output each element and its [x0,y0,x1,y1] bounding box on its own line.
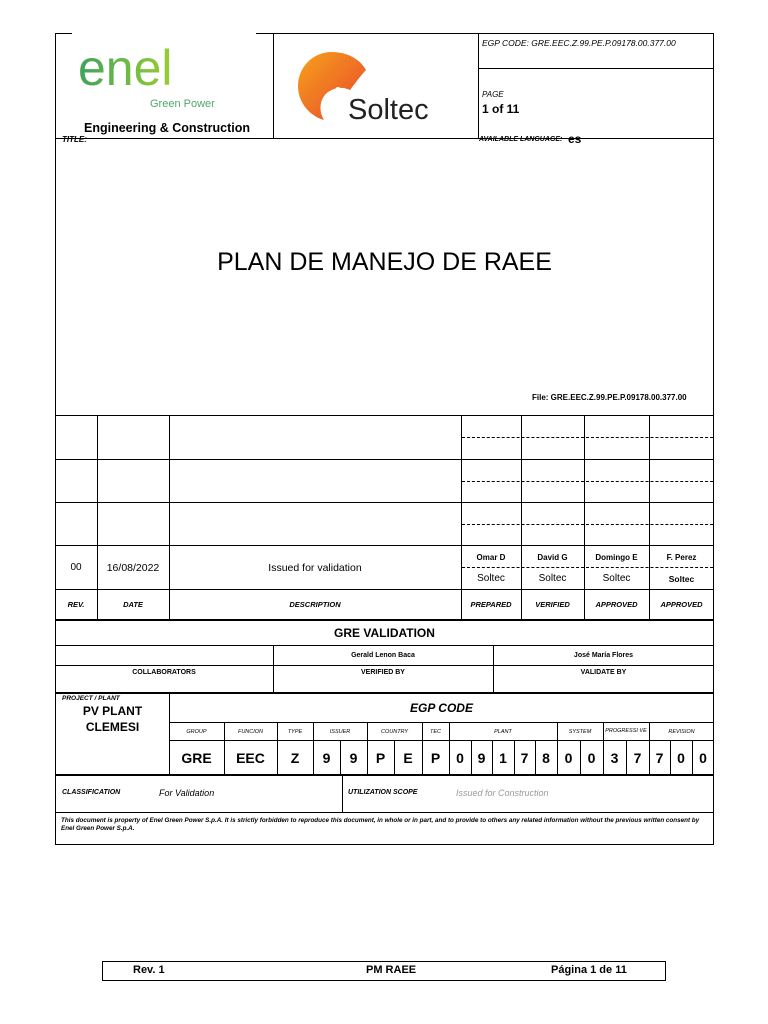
approved-name: Domingo E [595,552,638,562]
code-value: 7 [520,749,529,766]
verified-company: Soltec [538,573,567,584]
code-value: 0 [587,749,596,766]
project-label: PROJECT / PLANT [62,695,120,702]
code-value: EEC [236,749,265,766]
col-label-type: TYPE [287,728,303,735]
soltec-logo [290,44,470,130]
engineering-label: Engineering & Construction [84,121,250,135]
revision-number: 00 [70,562,82,573]
approved-company: Soltec [602,573,631,584]
available-language-value: es [568,132,582,146]
disclaimer-text: This document is property of Enel Green Power S.p.A. It is strictly forbidden to reproduce this document, in whole or in part, and to provide to others any related information without the previous written consent by Enel Green Power S.p.A. [61,817,700,832]
footer-rev: Rev. 1 [133,964,165,976]
footer-page: Página 1 de 11 [551,964,627,976]
approved2-header: APPROVED [660,600,703,609]
validator-name: José María Flores [573,652,634,659]
code-value: 3 [610,749,619,766]
code-value: GRE [181,749,212,766]
footer-doc: PM RAEE [366,964,417,976]
col-label-group: GROUP [186,728,207,735]
svg-text:enel: enel [78,40,173,90]
page-value: 1 of 11 [482,102,520,116]
code-value: 0 [564,749,573,766]
verified-by-label: VERIFIED BY [361,668,405,676]
title-label: TITLE: [62,135,87,144]
egp-code-title: EGP CODE [410,701,473,715]
prepared-name: Omar D [476,552,506,562]
gre-validation-title: GRE VALIDATION [334,626,435,640]
code-value: 8 [542,749,550,766]
soltec-wordmark: Soltec [348,94,429,126]
prepared-company: Soltec [477,573,505,584]
code-value: 9 [322,749,331,766]
code-value: 7 [633,749,642,766]
rev-header: REV. [67,600,85,609]
page-label: PAGE [482,90,504,99]
col-label-funcion: FUNCION [237,728,264,735]
code-value: P [375,749,386,766]
approved-header: APPROVED [595,600,638,609]
prepared-header: PREPARED [470,600,512,609]
code-value: E [403,749,413,766]
col-label-progressive: PROGRESSI VE [605,728,647,734]
code-value: P [430,749,441,766]
approved2-name: F. Perez [666,552,697,562]
validate-by-label: VALIDATE BY [580,668,627,676]
approved2-company: Soltec [668,573,695,584]
revision-description: Issued for validation [268,561,362,574]
project-name-line1: PV PLANT [82,704,143,718]
document-title: PLAN DE MANEJO DE RAEE [217,248,552,276]
verified-header: VERIFIED [535,600,570,609]
utilization-scope-label: UTILIZATION SCOPE [348,789,418,796]
col-label-issuer: ISSUER [329,728,351,735]
verified-name: David G [537,552,568,562]
enel-subtitle: Green Power [150,98,215,110]
date-header: DATE [123,600,143,609]
classification-value: For Validation [159,788,215,798]
col-label-country: COUNTRY [381,728,408,735]
code-value: 9 [477,749,486,766]
description-header: DESCRIPTION [289,600,341,609]
classification-label: CLASSIFICATION [62,789,121,796]
revision-date: 16/08/2022 [106,561,160,574]
col-label-system: SYSTEM [568,728,592,735]
available-language-label: AVAILABLE LANGUAGE: [479,136,563,143]
col-label-plant: PLANT [494,728,512,735]
code-value: Z [290,749,300,766]
code-value: 7 [655,749,664,766]
project-name-line2: CLEMESI [85,720,140,734]
col-label-revision: REVISION [668,728,695,735]
egp-code-label: EGP CODE: GRE.EEC.Z.99.PE.P.09178.00.377.00 [482,38,676,48]
collaborators-label: COLLABORATORS [132,668,196,676]
utilization-scope-value: Issued for Construction [456,788,549,798]
enel-logo-mark [76,40,236,90]
code-value: 0 [456,749,464,766]
code-value: 9 [349,749,358,766]
col-label-tec: TEC [430,728,441,735]
file-reference: File: GRE.EEC.Z.99.PE.P.09178.00.377.00 [532,393,687,402]
code-value: 1 [499,749,507,766]
code-value: 0 [699,749,707,766]
verifier-name: Gerald Lenon Baca [351,652,415,659]
code-value: 0 [677,749,685,766]
